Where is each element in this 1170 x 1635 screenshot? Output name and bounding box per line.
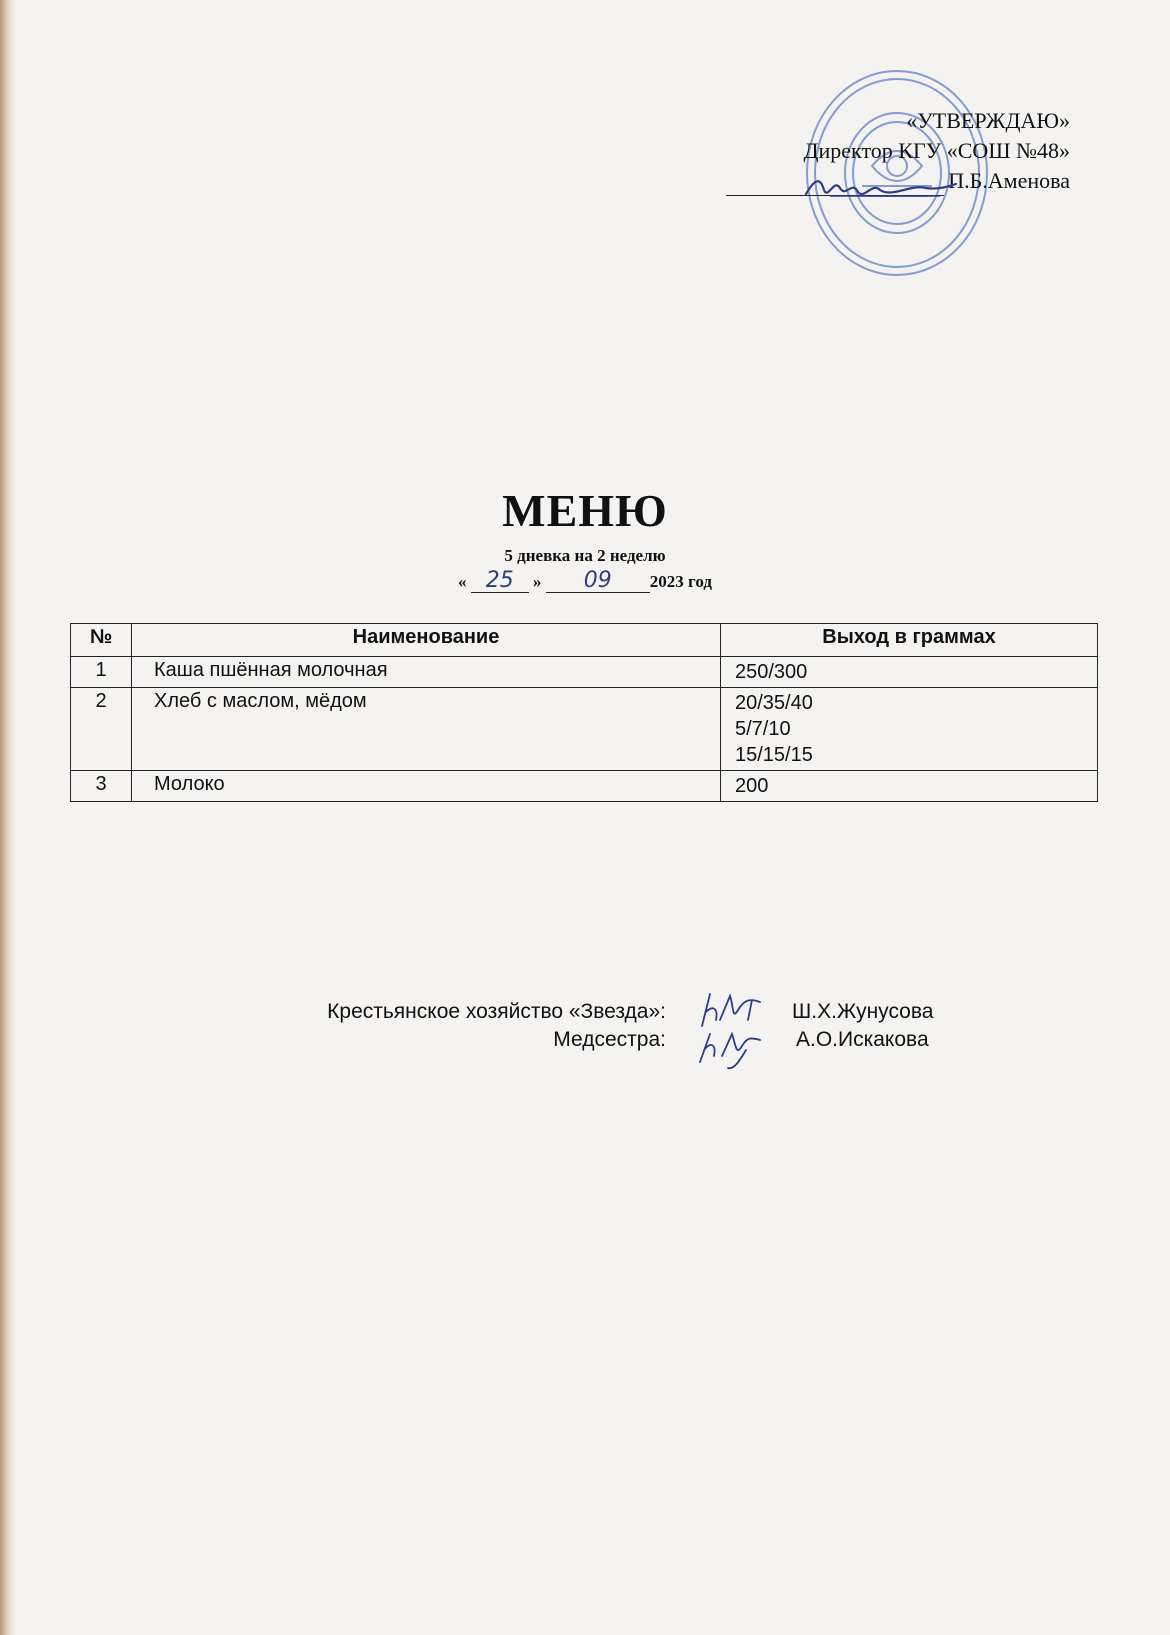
approval-heading: «УТВЕРЖДАЮ» — [906, 108, 1070, 133]
footer-signatures-icon — [690, 990, 790, 1070]
output-value: 15/15/15 — [735, 744, 813, 766]
row-name: Хлеб с маслом, мёдом — [132, 688, 721, 771]
date-close-quote: » — [533, 572, 542, 591]
director-signature-icon — [800, 170, 960, 204]
row-output — [721, 771, 1098, 802]
row-name: Каша пшённая молочная — [132, 657, 721, 688]
date-month: 09 — [546, 570, 650, 593]
approval-position: Директор КГУ «СОШ №48» — [803, 138, 1070, 163]
date-day: 25 — [471, 570, 529, 593]
farm-role-label: Крестьянское хозяйство «Звезда»: — [327, 1000, 666, 1023]
date-open-quote: « — [458, 572, 467, 591]
row-output — [721, 688, 1098, 771]
table-row — [71, 657, 1098, 688]
header-name: Наименование — [132, 624, 721, 657]
output-value: 5/7/10 — [735, 718, 791, 740]
page-title: МЕНЮ — [502, 485, 668, 536]
menu-table — [70, 623, 1098, 802]
row-number: 1 — [71, 657, 132, 688]
row-number: 2 — [71, 688, 132, 771]
row-number: 3 — [71, 771, 132, 802]
nurse-role-label: Медсестра: — [553, 1028, 666, 1051]
output-value: 200 — [735, 775, 769, 797]
date-line — [0, 570, 1170, 593]
date-year: 2023 год — [649, 572, 712, 591]
row-name: Молоко — [132, 771, 721, 802]
header-number: № — [71, 624, 132, 657]
table-row — [71, 688, 1098, 771]
nurse-signatory-name: А.О.Искакова — [796, 1028, 929, 1051]
table-row — [71, 771, 1098, 802]
output-value: 20/35/40 — [735, 692, 813, 714]
page-subtitle: 5 дневка на 2 неделю — [504, 546, 666, 565]
table-header-row — [71, 624, 1098, 657]
output-value: 250/300 — [735, 661, 808, 683]
page-edge — [0, 0, 16, 1635]
approval-signatory: П.Б.Аменова — [948, 168, 1070, 193]
header-output: Выход в граммах — [721, 624, 1098, 657]
row-output — [721, 657, 1098, 688]
farm-signatory-name: Ш.Х.Жунусова — [792, 1000, 934, 1023]
